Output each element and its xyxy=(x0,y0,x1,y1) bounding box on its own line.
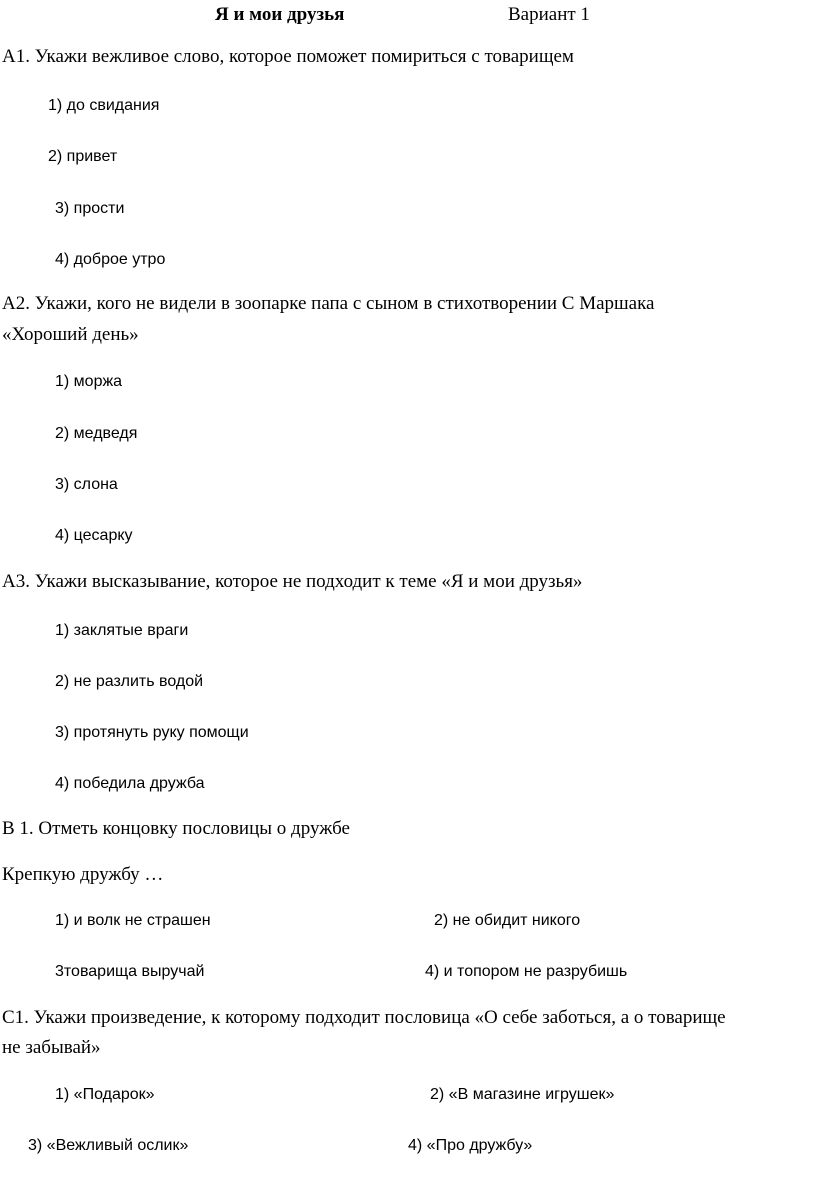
question-c1-option-3: 3) «Вежливый ослик» xyxy=(28,1137,189,1154)
page-title: Я и мои друзья xyxy=(215,4,345,25)
question-a2-option-3: 3) слона xyxy=(55,476,118,493)
question-c1-option-1: 1) «Подарок» xyxy=(55,1086,155,1103)
question-a2-line-1: А2. Укажи, кого не видели в зоопарке папа с сыном в стихотворении С Маршака xyxy=(2,293,655,314)
question-b1-prompt: Крепкую дружбу … xyxy=(2,864,164,885)
question-a2-option-4: 4) цесарку xyxy=(55,527,133,544)
question-a2-option-1: 1) моржа xyxy=(55,373,123,390)
question-b1-option-1: 1) и волк не страшен xyxy=(55,912,211,929)
variant-label: Вариант 1 xyxy=(508,4,590,25)
question-a1: А1. Укажи вежливое слово, которое поможет помириться с товарищем xyxy=(2,46,574,67)
question-b1-option-4: 4) и топором не разрубишь xyxy=(425,963,628,980)
question-b1-option-3: 3товарища выручай xyxy=(55,963,205,980)
question-a1-option-3: 3) прости xyxy=(55,200,125,217)
question-a3-option-3: 3) протянуть руку помощи xyxy=(55,724,249,741)
question-a1-option-4: 4) доброе утро xyxy=(55,251,166,268)
question-a2-option-2: 2) медведя xyxy=(55,425,138,442)
question-a3-option-1: 1) заклятые враги xyxy=(55,622,189,639)
question-c1-line-1: С1. Укажи произведение, к которому подходит пословица «О себе заботься, а о товарище xyxy=(2,1007,726,1028)
question-b1: В 1. Отметь концовку пословицы о дружбе xyxy=(2,818,350,839)
question-a3-option-4: 4) победила дружба xyxy=(55,775,205,792)
question-a3-option-2: 2) не разлить водой xyxy=(55,673,204,690)
question-c1-option-4: 4) «Про дружбу» xyxy=(408,1137,533,1154)
question-a1-option-1: 1) до свидания xyxy=(48,97,160,114)
question-c1-line-2: не забывай» xyxy=(2,1037,101,1058)
question-c1-option-2: 2) «В магазине игрушек» xyxy=(430,1086,615,1103)
question-a3: А3. Укажи высказывание, которое не подходит к теме «Я и мои друзья» xyxy=(2,571,583,592)
question-a1-option-2: 2) привет xyxy=(48,148,118,165)
question-a2-line-2: «Хороший день» xyxy=(2,324,139,345)
question-b1-option-2: 2) не обидит никого xyxy=(434,912,581,929)
